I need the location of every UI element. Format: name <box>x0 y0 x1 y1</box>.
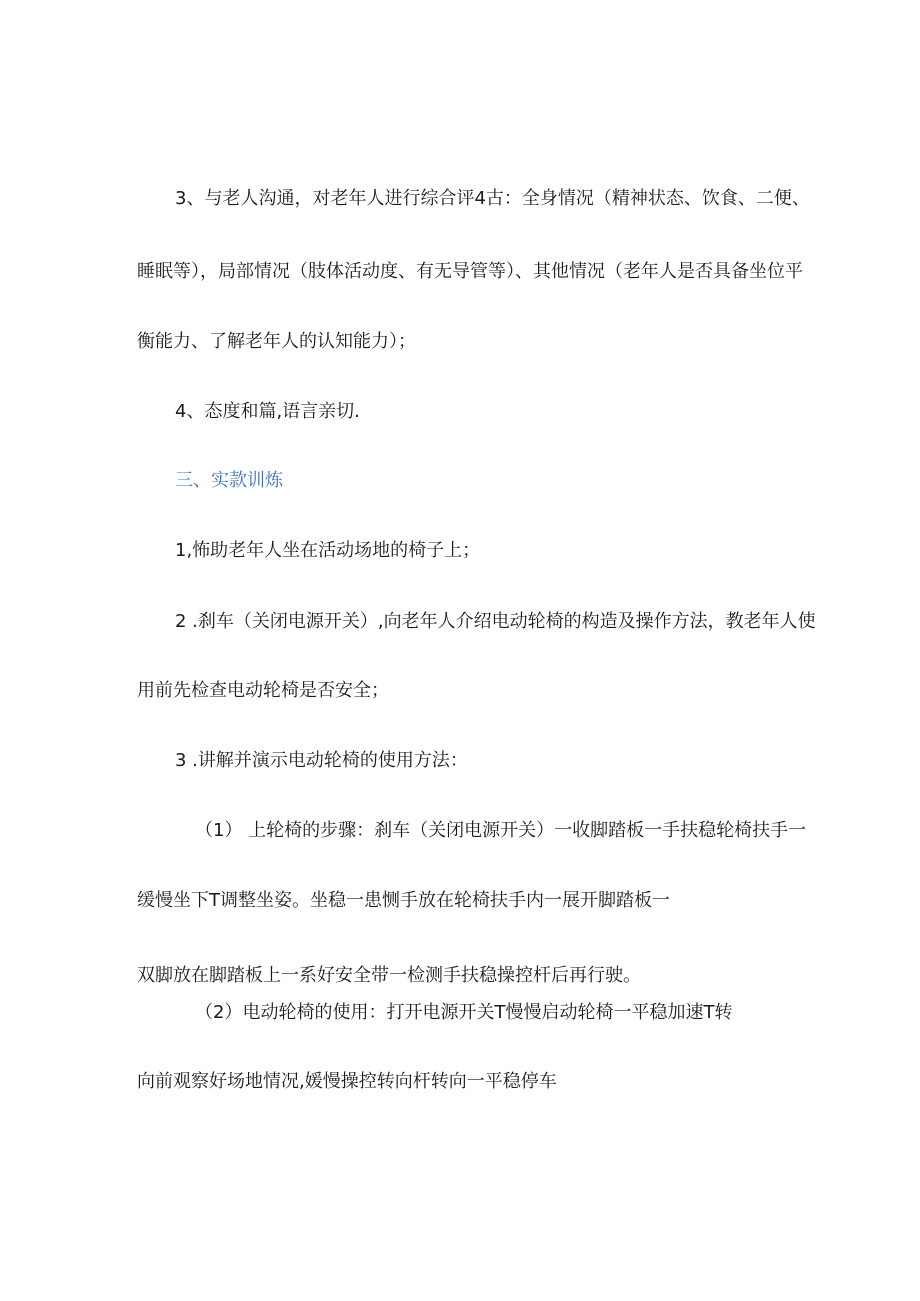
step-2-line-2: 用前先检查电动轮椅是否安全； <box>137 680 389 701</box>
substep-2-line-2: 向前观察好场地情况,媛慢操控转向杆转向一平稳停车 <box>137 1071 557 1092</box>
substep-1-line-3: 双脚放在脚踏板上一系好安全带一检测手扶稳操控杆后再行驶。 <box>137 965 641 986</box>
step-3: 3 .讲解并演示电动轮椅的使用方法： <box>175 750 468 771</box>
section-heading: 三、实款训炼 <box>175 470 283 491</box>
substep-1-line-1: （1） 上轮椅的步骤：刹车（关闭电源开关）一收脚踏板一手扶稳轮椅扶手一 <box>195 820 807 841</box>
paragraph-4: 4、态度和篇,语言亲切. <box>175 401 360 422</box>
substep-1-line-2: 缓慢坐下T调整坐姿。坐稳一患恻手放在轮椅扶手内一展开脚踏板一 <box>137 890 670 911</box>
step-2-line-1: 2 .刹车（关闭电源开关）,向老年人介绍电动轮椅的构造及操作方法，教老年人使 <box>175 611 816 632</box>
step-1: 1,怖助老年人坐在活动场地的椅子上； <box>175 540 481 561</box>
paragraph-3-line-1: 3、与老人沟通，对老年人进行综合评4古：全身情况（精神状态、饮食、二便、 <box>175 188 810 209</box>
paragraph-3-line-3: 衡能力、了解老年人的认知能力）； <box>137 331 416 352</box>
paragraph-3-line-2: 睡眠等），局部情况（肢体活动度、有无导管等）、其他情况（老年人是否具备坐位平 <box>137 261 803 282</box>
substep-2-line-1: （2）电动轮椅的使用：打开电源开关T慢慢启动轮椅一平稳加速T转 <box>195 1002 733 1023</box>
